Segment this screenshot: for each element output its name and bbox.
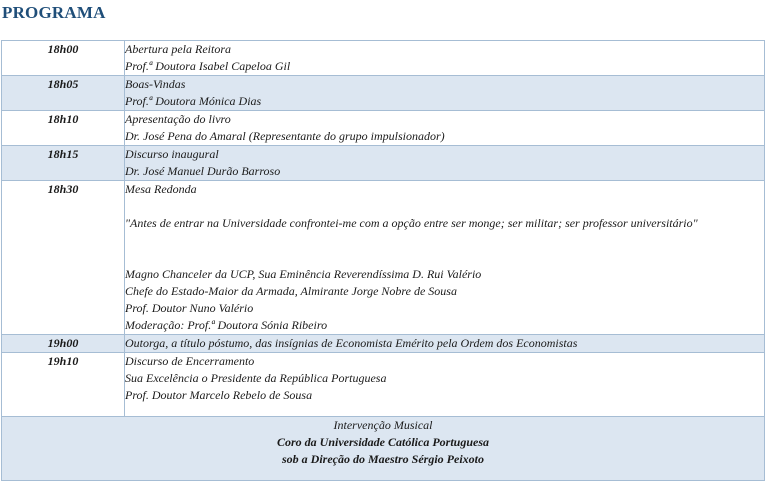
description-cell	[125, 76, 765, 111]
table-row	[2, 353, 765, 417]
time-cell: 19h10	[2, 353, 125, 417]
round-table-quote: "Antes de entrar na Universidade confrontei-me com a opção entre ser monge; ser militar; ser professor universitário"	[125, 216, 698, 230]
time-cell: 19h00	[2, 335, 125, 353]
item-title: Mesa Redonda	[125, 182, 197, 196]
musical-intervention-label: Intervenção Musical	[333, 418, 433, 432]
item-speaker: Dr. José Pena do Amaral (Representante do grupo impulsionador)	[125, 129, 445, 143]
moderator: Moderação: Prof.ª Doutora Sónia Ribeiro	[125, 318, 328, 332]
page-title: PROGRAMA	[2, 3, 106, 22]
time-cell: 18h00	[2, 41, 125, 76]
description-cell	[125, 41, 765, 76]
description-cell	[125, 111, 765, 146]
time-cell: 18h10	[2, 111, 125, 146]
table-row	[2, 111, 765, 146]
item-speaker: Sua Excelência o Presidente da República Portuguesa	[125, 371, 387, 385]
item-speaker: Prof.ª Doutora Isabel Capeloa Gil	[125, 59, 291, 73]
choir-name: Coro da Universidade Católica Portuguesa	[276, 435, 489, 449]
item-speaker: Dr. José Manuel Durão Barroso	[125, 164, 281, 178]
table-row	[2, 335, 765, 353]
item-title: Abertura pela Reitora	[125, 42, 231, 56]
time-cell: 18h05	[2, 76, 125, 111]
description-cell	[125, 335, 765, 353]
panelist: Magno Chanceler da UCP, Sua Eminência Reverendíssima D. Rui Valério	[125, 267, 482, 281]
item-title: Apresentação do livro	[125, 112, 231, 126]
table-row	[2, 181, 765, 335]
panelist: Prof. Doutor Nuno Valério	[125, 301, 254, 315]
table-row	[2, 41, 765, 76]
description-cell	[125, 181, 765, 335]
conductor-line: sob a Direção do Maestro Sérgio Peixoto	[282, 452, 484, 466]
program-table	[1, 40, 765, 481]
description-cell	[125, 353, 765, 417]
table-row	[2, 76, 765, 111]
item-title: Discurso de Encerramento	[125, 354, 255, 368]
item-title: Discurso inaugural	[125, 147, 219, 161]
item-title: Boas-Vindas	[125, 77, 186, 91]
time-cell: 18h15	[2, 146, 125, 181]
description-cell	[125, 146, 765, 181]
spacer	[125, 198, 764, 215]
spacer	[125, 232, 764, 266]
table-row	[2, 146, 765, 181]
item-title: Outorga, a título póstumo, das insígnias de Economista Emérito pela Ordem dos Economistas	[125, 336, 578, 350]
closing-cell	[2, 417, 765, 481]
item-speaker: Prof. Doutor Marcelo Rebelo de Sousa	[125, 388, 313, 402]
panelist: Chefe do Estado-Maior da Armada, Almirante Jorge Nobre de Sousa	[125, 284, 457, 298]
time-cell: 18h30	[2, 181, 125, 335]
item-speaker: Prof.ª Doutora Mónica Dias	[125, 94, 262, 108]
closing-row	[2, 417, 765, 481]
